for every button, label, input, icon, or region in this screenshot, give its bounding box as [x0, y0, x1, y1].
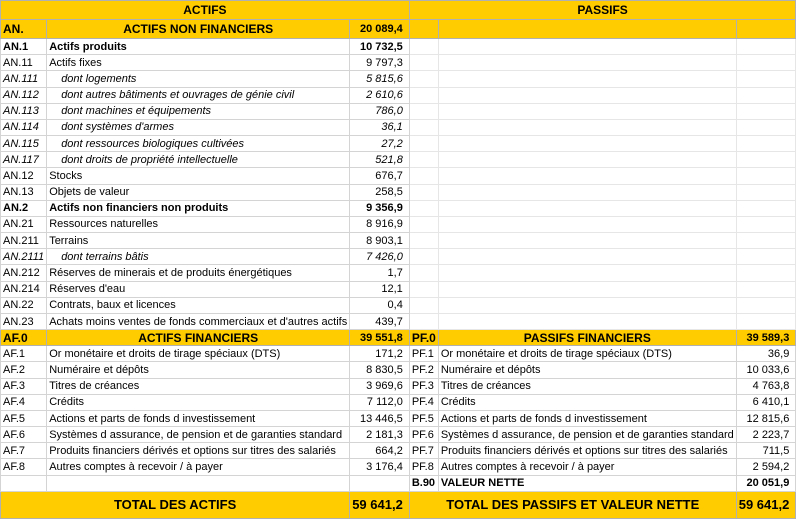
pf-row-code: PF.4 [409, 394, 438, 410]
anf-row [1, 152, 796, 168]
pf-row-value: 2 223,7 [736, 427, 796, 443]
net-value-row [1, 475, 796, 491]
af-row-value: 3 176,4 [350, 459, 410, 475]
anf-row-label: Terrains [47, 233, 350, 249]
anf-row-code: AN.214 [1, 281, 47, 297]
af-row-value: 171,2 [350, 346, 410, 362]
pf-row-label: Actions et parts de fonds d investissement [438, 410, 736, 426]
af-row-label: Or monétaire et droits de tirage spéciaux (DTS) [47, 346, 350, 362]
pf-row-value: 12 815,6 [736, 410, 796, 426]
af-row-label: Systèmes d assurance, de pension et de garanties standard [47, 427, 350, 443]
anf-row-code: AN.111 [1, 71, 47, 87]
financial-row [1, 378, 796, 394]
pf-label: PASSIFS FINANCIERS [438, 330, 736, 346]
pf-row-value: 2 594,2 [736, 459, 796, 475]
pf-row-code: PF.6 [409, 427, 438, 443]
anf-row-code: AN.21 [1, 216, 47, 232]
anf-row-value: 27,2 [350, 136, 410, 152]
anf-row-code: AN.13 [1, 184, 47, 200]
pf-row-label: Autres comptes à recevoir / à payer [438, 459, 736, 475]
af-row-code: AF.8 [1, 459, 47, 475]
financial-section-row [1, 330, 796, 346]
financial-row [1, 346, 796, 362]
anf-row-value: 8 916,9 [350, 216, 410, 232]
anf-row-value: 258,5 [350, 184, 410, 200]
anf-row-label: Actifs fixes [47, 55, 350, 71]
total-passifs-label: TOTAL DES PASSIFS ET VALEUR NETTE [409, 491, 736, 518]
af-row-label: Produits financiers dérivés et options sur titres des salariés [47, 443, 350, 459]
pf-row-code: PF.8 [409, 459, 438, 475]
anf-row-code: AN.211 [1, 233, 47, 249]
anf-row-code: AN.117 [1, 152, 47, 168]
financial-row [1, 427, 796, 443]
af-row-code: AF.3 [1, 378, 47, 394]
anf-row-code: AN.112 [1, 87, 47, 103]
af-row-value: 664,2 [350, 443, 410, 459]
actifs-header: ACTIFS [1, 1, 410, 20]
anf-row-code: AN.22 [1, 297, 47, 313]
financial-row [1, 443, 796, 459]
anf-row-value: 9 356,9 [350, 200, 410, 216]
anf-row-value: 10 732,5 [350, 39, 410, 55]
af-row-value: 7 112,0 [350, 394, 410, 410]
anf-row-label: Actifs produits [47, 39, 350, 55]
pf-row-value: 6 410,1 [736, 394, 796, 410]
anf-row [1, 136, 796, 152]
af-row-label: Actions et parts de fonds d investissement [47, 410, 350, 426]
anf-row [1, 313, 796, 329]
af-row-label: Titres de créances [47, 378, 350, 394]
anf-row-label: dont systèmes d'armes [47, 119, 350, 135]
anf-row-code: AN.11 [1, 55, 47, 71]
anf-row-value: 1,7 [350, 265, 410, 281]
anf-row-code: AN.1 [1, 39, 47, 55]
pf-code: PF.0 [409, 330, 438, 346]
anf-row-label: dont droits de propriété intellectuelle [47, 152, 350, 168]
anf-row [1, 249, 796, 265]
anf-row-value: 5 815,6 [350, 71, 410, 87]
anf-row-value: 521,8 [350, 152, 410, 168]
af-row-code: AF.1 [1, 346, 47, 362]
financial-row [1, 410, 796, 426]
anf-row-label: Ressources naturelles [47, 216, 350, 232]
anf-row-label: dont ressources biologiques cultivées [47, 136, 350, 152]
af-total: 39 551,8 [350, 330, 410, 346]
anf-row-value: 439,7 [350, 313, 410, 329]
anf-row-label: dont machines et équipements [47, 103, 350, 119]
anf-row [1, 233, 796, 249]
totals-row [1, 491, 796, 518]
pf-row-label: Produits financiers dérivés et options sur titres des salariés [438, 443, 736, 459]
pf-row-code: PF.1 [409, 346, 438, 362]
af-row-code: AF.7 [1, 443, 47, 459]
pf-row-value: 36,9 [736, 346, 796, 362]
anf-label: ACTIFS NON FINANCIERS [47, 20, 350, 39]
anf-row-value: 2 610,6 [350, 87, 410, 103]
anf-row [1, 265, 796, 281]
anf-row-value: 9 797,3 [350, 55, 410, 71]
anf-row [1, 87, 796, 103]
anf-row [1, 119, 796, 135]
af-row-value: 8 830,5 [350, 362, 410, 378]
pf-row-value: 711,5 [736, 443, 796, 459]
anf-row [1, 71, 796, 87]
anf-row-value: 676,7 [350, 168, 410, 184]
anf-row [1, 168, 796, 184]
anf-row [1, 39, 796, 55]
af-row-code: AF.6 [1, 427, 47, 443]
net-value: 20 051,9 [736, 475, 796, 491]
af-row-label: Numéraire et dépôts [47, 362, 350, 378]
anf-row-label: Achats moins ventes de fonds commerciaux et d'autres actifs [47, 313, 350, 329]
anf-row [1, 281, 796, 297]
anf-row-label: Réserves de minerais et de produits énergétiques [47, 265, 350, 281]
pf-total: 39 589,3 [736, 330, 796, 346]
anf-row [1, 55, 796, 71]
af-row-code: AF.2 [1, 362, 47, 378]
pf-row-code: PF.5 [409, 410, 438, 426]
anf-row-value: 7 426,0 [350, 249, 410, 265]
pf-row-label: Titres de créances [438, 378, 736, 394]
pf-row-code: PF.3 [409, 378, 438, 394]
anf-row [1, 216, 796, 232]
financial-row [1, 394, 796, 410]
anf-row [1, 200, 796, 216]
af-row-label: Crédits [47, 394, 350, 410]
anf-row [1, 184, 796, 200]
total-actifs-label: TOTAL DES ACTIFS [1, 491, 350, 518]
anf-code: AN. [1, 20, 47, 39]
af-row-value: 13 446,5 [350, 410, 410, 426]
pf-row-value: 10 033,6 [736, 362, 796, 378]
anf-row-code: AN.2 [1, 200, 47, 216]
anf-row-code: AN.115 [1, 136, 47, 152]
financial-row [1, 459, 796, 475]
anf-row-code: AN.212 [1, 265, 47, 281]
total-actifs-value: 59 641,2 [350, 491, 410, 518]
anf-row-code: AN.113 [1, 103, 47, 119]
anf-row [1, 297, 796, 313]
anf-row-label: Réserves d'eau [47, 281, 350, 297]
anf-row-label: Objets de valeur [47, 184, 350, 200]
anf-row-code: AN.2111 [1, 249, 47, 265]
pf-row-label: Or monétaire et droits de tirage spéciaux (DTS) [438, 346, 736, 362]
af-label: ACTIFS FINANCIERS [47, 330, 350, 346]
af-row-code: AF.4 [1, 394, 47, 410]
anf-row-value: 786,0 [350, 103, 410, 119]
pf-row-code: PF.7 [409, 443, 438, 459]
anf-rows [1, 39, 796, 330]
anf-row-label: dont terrains bâtis [47, 249, 350, 265]
net-code: B.90 [409, 475, 438, 491]
total-passifs-value: 59 641,2 [736, 491, 796, 518]
pf-row-code: PF.2 [409, 362, 438, 378]
anf-row-code: AN.12 [1, 168, 47, 184]
financial-rows [1, 346, 796, 475]
net-label: VALEUR NETTE [438, 475, 736, 491]
af-code: AF.0 [1, 330, 47, 346]
anf-row-label: Contrats, baux et licences [47, 297, 350, 313]
af-row-code: AF.5 [1, 410, 47, 426]
anf-row [1, 103, 796, 119]
financial-row [1, 362, 796, 378]
header-row [1, 1, 796, 20]
pf-row-label: Numéraire et dépôts [438, 362, 736, 378]
anf-row-value: 0,4 [350, 297, 410, 313]
af-row-label: Autres comptes à recevoir / à payer [47, 459, 350, 475]
passifs-header: PASSIFS [409, 1, 796, 20]
anf-row-label: dont autres bâtiments et ouvrages de génie civil [47, 87, 350, 103]
pf-row-label: Systèmes d assurance, de pension et de garanties standard [438, 427, 736, 443]
af-row-value: 3 969,6 [350, 378, 410, 394]
anf-total: 20 089,4 [350, 20, 410, 39]
anf-row-label: dont logements [47, 71, 350, 87]
pf-row-value: 4 763,8 [736, 378, 796, 394]
anf-row-label: Stocks [47, 168, 350, 184]
anf-row-code: AN.114 [1, 119, 47, 135]
af-row-value: 2 181,3 [350, 427, 410, 443]
anf-section-row [1, 20, 796, 39]
anf-row-value: 12,1 [350, 281, 410, 297]
anf-row-code: AN.23 [1, 313, 47, 329]
anf-row-value: 8 903,1 [350, 233, 410, 249]
anf-row-value: 36,1 [350, 119, 410, 135]
anf-row-label: Actifs non financiers non produits [47, 200, 350, 216]
pf-row-label: Crédits [438, 394, 736, 410]
